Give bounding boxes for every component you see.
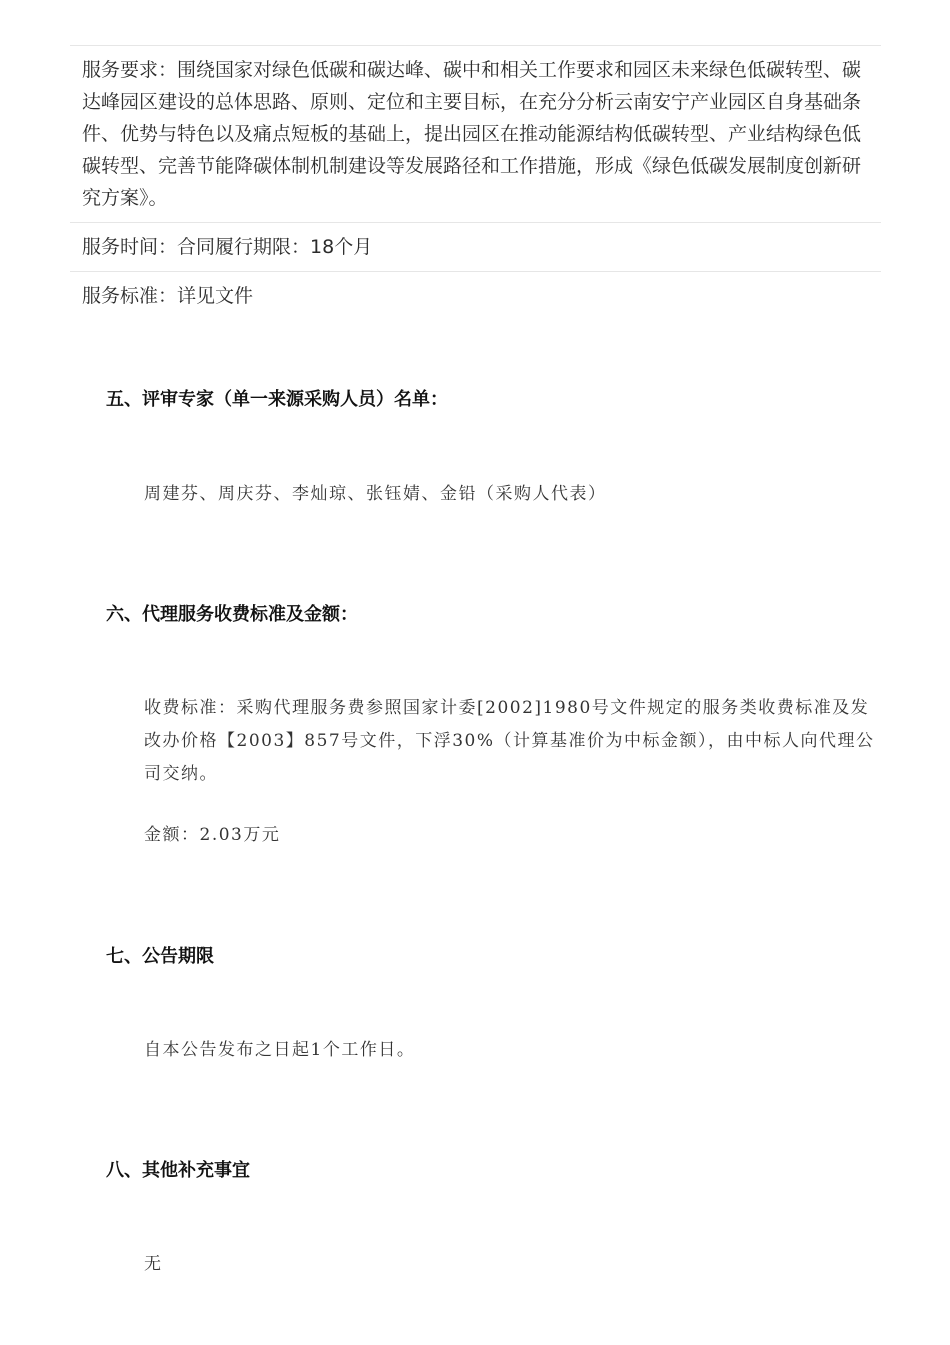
service-standard-label: 服务标准：: [82, 285, 178, 307]
service-time-row: [70, 222, 881, 271]
section-six-fee-standard: 收费标准：采购代理服务费参照国家计委[2002]1980号文件规定的服务类收费标准及发改办价格【2003】857号文件，下浮30%（计算基准价为中标金额），由中标人向代理公司交纳。: [144, 698, 875, 784]
section-seven-heading: 七、公告期限: [106, 946, 214, 967]
section-six-amount: 金额：2.03万元: [144, 825, 281, 845]
service-time-value: 合同履行期限：18个月: [177, 236, 373, 258]
service-requirement-label: 服务要求：: [82, 59, 178, 81]
section-eight-text: 无: [144, 1254, 163, 1274]
section-eight-heading: 八、其他补充事宜: [106, 1160, 250, 1181]
section-five-heading: 五、评审专家（单一来源采购人员）名单：: [106, 389, 448, 410]
section-six-heading: 六、代理服务收费标准及金额：: [106, 604, 358, 625]
service-info-table: [70, 45, 881, 320]
section-seven-text: 自本公告发布之日起1个工作日。: [144, 1040, 416, 1060]
service-standard-row: [70, 271, 881, 320]
service-requirement-value: 围绕国家对绿色低碳和碳达峰、碳中和相关工作要求和园区未来绿色低碳转型、碳达峰园区建设的总体思路、原则、定位和主要目标，在充分分析云南安宁产业园区自身基础条件、优势与特色以及痛点短板的基础上，提出园区在推动能源结构低碳转型、产业结构绿色低碳转型、完善节能降碳体制机制建设等发展路径和工作措施，形成《绿色低碳发展制度创新研究方案》。: [82, 59, 862, 209]
service-requirement-row: [70, 45, 881, 222]
service-time-label: 服务时间：: [82, 236, 178, 258]
section-five-text: 周建芬、周庆芬、李灿琼、张钰婧、金铅（采购人代表）: [144, 484, 607, 504]
service-standard-value: 详见文件: [177, 285, 254, 307]
